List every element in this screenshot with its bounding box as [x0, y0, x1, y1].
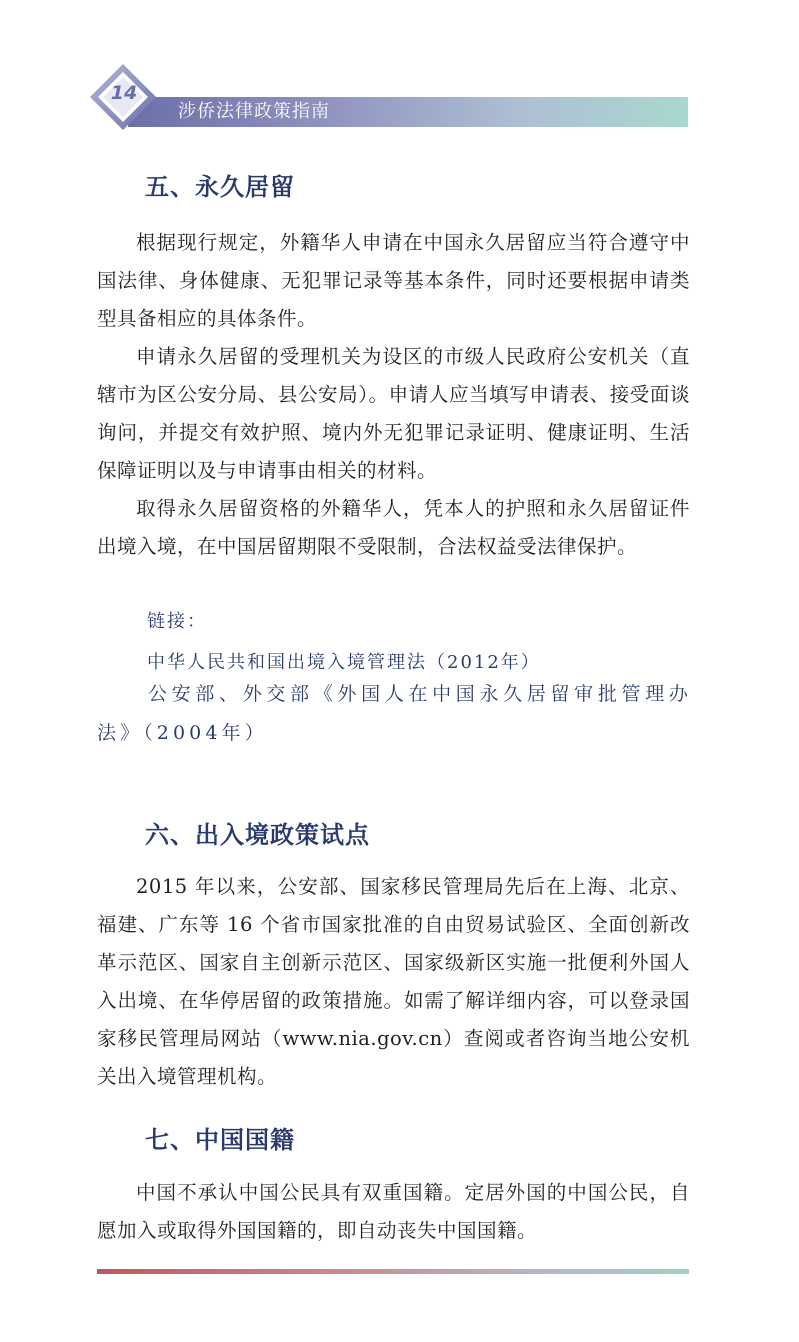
running-header-title: 涉侨法律政策指南: [178, 101, 330, 122]
links-label: 链接：: [147, 611, 207, 632]
paragraph: 根据现行规定，外籍华人申请在中国永久居留应当符合遵守中国法律、身体健康、无犯罪记录等基本条件，同时还要根据申请类型具备相应的具体条件。: [97, 231, 690, 330]
footer-divider: [97, 1269, 689, 1274]
paragraph: 取得永久居留资格的外籍华人，凭本人的护照和永久居留证件出境入境，在中国居留期限不受限制，合法权益受法律保护。: [97, 497, 690, 558]
section-heading-chinese-nationality: 七、中国国籍: [145, 1126, 295, 1154]
section-heading-entry-exit-pilot: 六、出入境政策试点: [145, 821, 370, 849]
paragraph: 申请永久居留的受理机关为设区的市级人民政府公安机关（直辖市为区公安分局、县公安局）。申请人应当填写申请表、接受面谈询问，并提交有效护照、境内外无犯罪记录证明、健康证明、生活保障证明以及与申请事由相关的材料。: [97, 345, 690, 482]
page-number: 14: [110, 82, 138, 104]
link-item: 公安部、外交部《外国人在中国永久居留审批管理办法》（2004年）: [97, 683, 692, 744]
paragraph: 2015 年以来，公安部、国家移民管理局先后在上海、北京、福建、广东等 16 个省市国家批准的自由贸易试验区、全面创新改革示范区、国家自主创新示范区、国家级新区实施一批便利外国人入出境、在华停居留的政策措施。如需了解详细内容，可以登录国家移民管理局网站（www.nia.gov.cn）查阅或者咨询当地公安机关出入境管理机构。: [97, 875, 690, 1088]
link-item: 中华人民共和国出境入境管理法（2012年）: [147, 652, 541, 673]
section-heading-permanent-residence: 五、永久居留: [145, 173, 295, 201]
paragraph: 中国不承认中国公民具有双重国籍。定居外国的中国公民，自愿加入或取得外国国籍的，即自动丧失中国国籍。: [97, 1181, 690, 1242]
